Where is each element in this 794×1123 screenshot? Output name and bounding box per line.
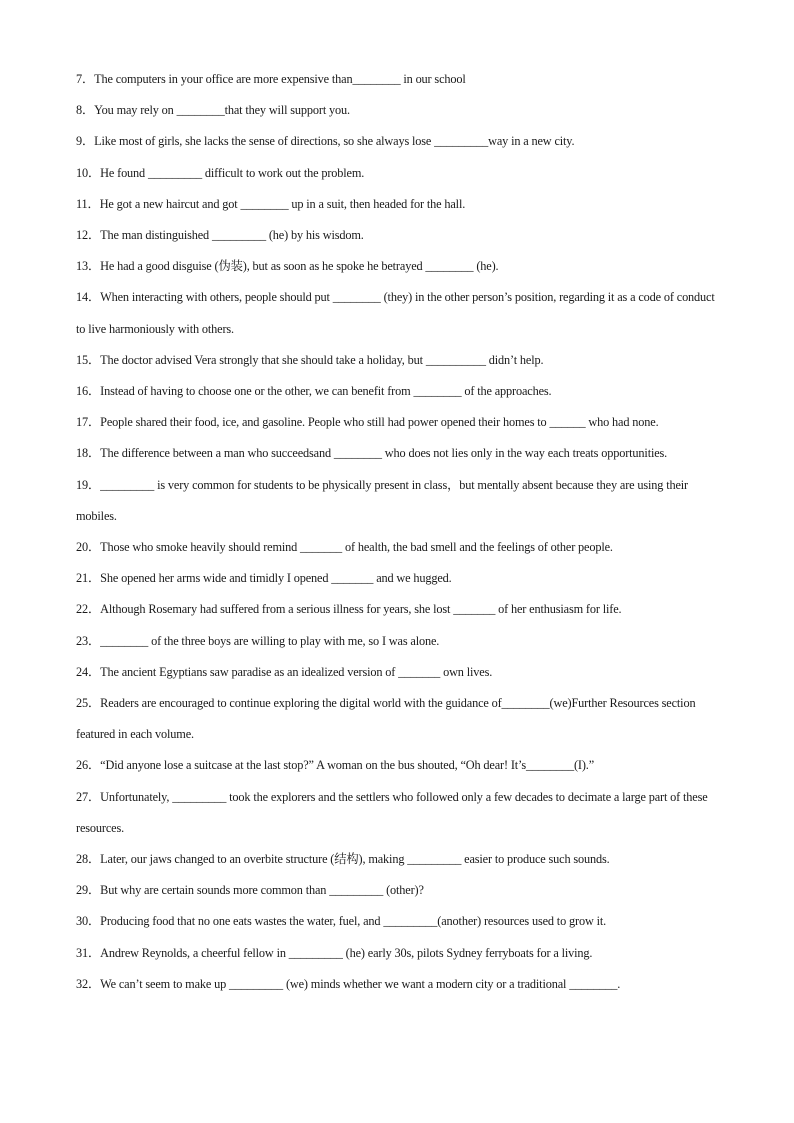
exercise-number: 32． xyxy=(76,976,101,991)
exercise-text: Although Rosemary had suffered from a serious illness for years, she lost _______ of her enthusiasm for life. xyxy=(100,602,622,617)
exercise-number: 28． xyxy=(76,852,101,867)
exercise-item xyxy=(76,251,718,282)
exercise-number: 17． xyxy=(76,415,101,430)
exercise-text: ________ of the three boys are willing to play with me, so I was alone. xyxy=(100,633,440,648)
exercise-number: 12． xyxy=(76,228,101,243)
exercise-item xyxy=(76,626,718,657)
exercise-item xyxy=(76,407,718,438)
exercise-item xyxy=(76,594,718,625)
exercise-item xyxy=(76,158,718,189)
exercise-item xyxy=(76,189,718,220)
exercise-text: “Did anyone lose a suitcase at the last stop?” A woman on the bus shouted, “Oh dear! It’s________(I).” xyxy=(100,758,595,773)
exercise-text: Those who smoke heavily should remind _______ of health, the bad smell and the feelings of other people. xyxy=(100,540,613,555)
exercise-text: The ancient Egyptians saw paradise as an idealized version of _______ own lives. xyxy=(100,664,493,679)
exercise-text: You may rely on ________that they will support you. xyxy=(94,103,350,118)
exercise-number: 23． xyxy=(76,633,101,648)
exercise-number: 18． xyxy=(76,446,101,461)
exercise-text: But why are certain sounds more common than _________ (other)? xyxy=(100,883,424,898)
exercise-number: 16． xyxy=(76,384,101,399)
exercise-item xyxy=(76,657,718,688)
exercise-item xyxy=(76,750,718,781)
exercise-text: When interacting with others, people should put ________ (they) in the other person’s position, regarding it as a code of conduct to live harmoniously with others. xyxy=(76,290,718,336)
exercise-number: 30． xyxy=(76,914,101,929)
exercise-text: He found _________ difficult to work out the problem. xyxy=(100,165,365,180)
exercise-number: 25． xyxy=(76,696,101,711)
exercise-number: 9． xyxy=(76,134,95,149)
exercise-item xyxy=(76,282,718,344)
exercise-text: He had a good disguise (伪装), but as soon as he spoke he betrayed ________ (he). xyxy=(100,259,499,274)
exercise-item xyxy=(76,470,718,532)
exercise-text: We can’t seem to make up _________ (we) minds whether we want a modern city or a traditional ________. xyxy=(100,976,621,991)
exercise-text: The man distinguished _________ (he) by his wisdom. xyxy=(100,228,364,243)
exercise-number: 26． xyxy=(76,758,101,773)
exercise-text: Unfortunately, _________ took the explorers and the settlers who followed only a few decades to decimate a large part of these resources. xyxy=(76,789,711,835)
exercise-item xyxy=(76,345,718,376)
exercise-text: Instead of having to choose one or the other, we can benefit from ________ of the approaches. xyxy=(100,384,552,399)
exercise-list xyxy=(76,64,718,1000)
exercise-text: The doctor advised Vera strongly that she should take a holiday, but __________ didn’t help. xyxy=(100,352,544,367)
exercise-number: 13． xyxy=(76,259,101,274)
exercise-number: 22． xyxy=(76,602,101,617)
exercise-text: Producing food that no one eats wastes the water, fuel, and _________(another) resources used to grow it. xyxy=(100,914,607,929)
exercise-item xyxy=(76,969,718,1000)
exercise-item xyxy=(76,376,718,407)
exercise-item xyxy=(76,688,718,750)
exercise-number: 15． xyxy=(76,352,101,367)
exercise-text: Like most of girls, she lacks the sense of directions, so she always lose _________way in a new city. xyxy=(94,134,575,149)
exercise-number: 31． xyxy=(76,945,101,960)
exercise-item xyxy=(76,782,718,844)
exercise-text: The computers in your office are more expensive than________ in our school xyxy=(94,72,466,86)
exercise-item xyxy=(76,875,718,906)
exercise-item xyxy=(76,64,718,95)
exercise-text: He got a new haircut and got ________ up in a suit, then headed for the hall. xyxy=(99,196,466,211)
exercise-text: Andrew Reynolds, a cheerful fellow in _________ (he) early 30s, pilots Sydney ferryboats for a living. xyxy=(100,945,593,960)
exercise-item xyxy=(76,438,718,469)
exercise-item xyxy=(76,563,718,594)
exercise-item xyxy=(76,532,718,563)
exercise-number: 7． xyxy=(76,72,95,86)
exercise-number: 24． xyxy=(76,664,101,679)
exercise-number: 10． xyxy=(76,165,101,180)
exercise-text: Later, our jaws changed to an overbite structure (结构), making _________ easier to produce such sounds. xyxy=(100,852,610,867)
exercise-text: People shared their food, ice, and gasoline. People who still had power opened their homes to ______ who had none. xyxy=(100,415,659,430)
exercise-item xyxy=(76,844,718,875)
exercise-number: 19． xyxy=(76,477,101,492)
exercise-number: 29． xyxy=(76,883,101,898)
exercise-number: 8． xyxy=(76,103,95,118)
exercise-item xyxy=(76,126,718,157)
exercise-item xyxy=(76,906,718,937)
exercise-text: The difference between a man who succeedsand ________ who does not lies only in the way each treats opportunities. xyxy=(100,446,668,461)
exercise-number: 21． xyxy=(76,571,101,586)
exercise-item xyxy=(76,95,718,126)
exercise-text: _________ is very common for students to be physically present in class，but mentally absent because they are using their mobiles. xyxy=(76,477,691,523)
exercise-item xyxy=(76,938,718,969)
exercise-number: 14． xyxy=(76,290,101,305)
exercise-number: 11． xyxy=(76,196,100,211)
exercise-number: 27． xyxy=(76,789,101,804)
exercise-item xyxy=(76,220,718,251)
exercise-text: Readers are encouraged to continue exploring the digital world with the guidance of________(we)Further Resources section featured in each volume. xyxy=(76,696,699,742)
exercise-number: 20． xyxy=(76,540,101,555)
exercise-text: She opened her arms wide and timidly I opened _______ and we hugged. xyxy=(100,571,452,586)
